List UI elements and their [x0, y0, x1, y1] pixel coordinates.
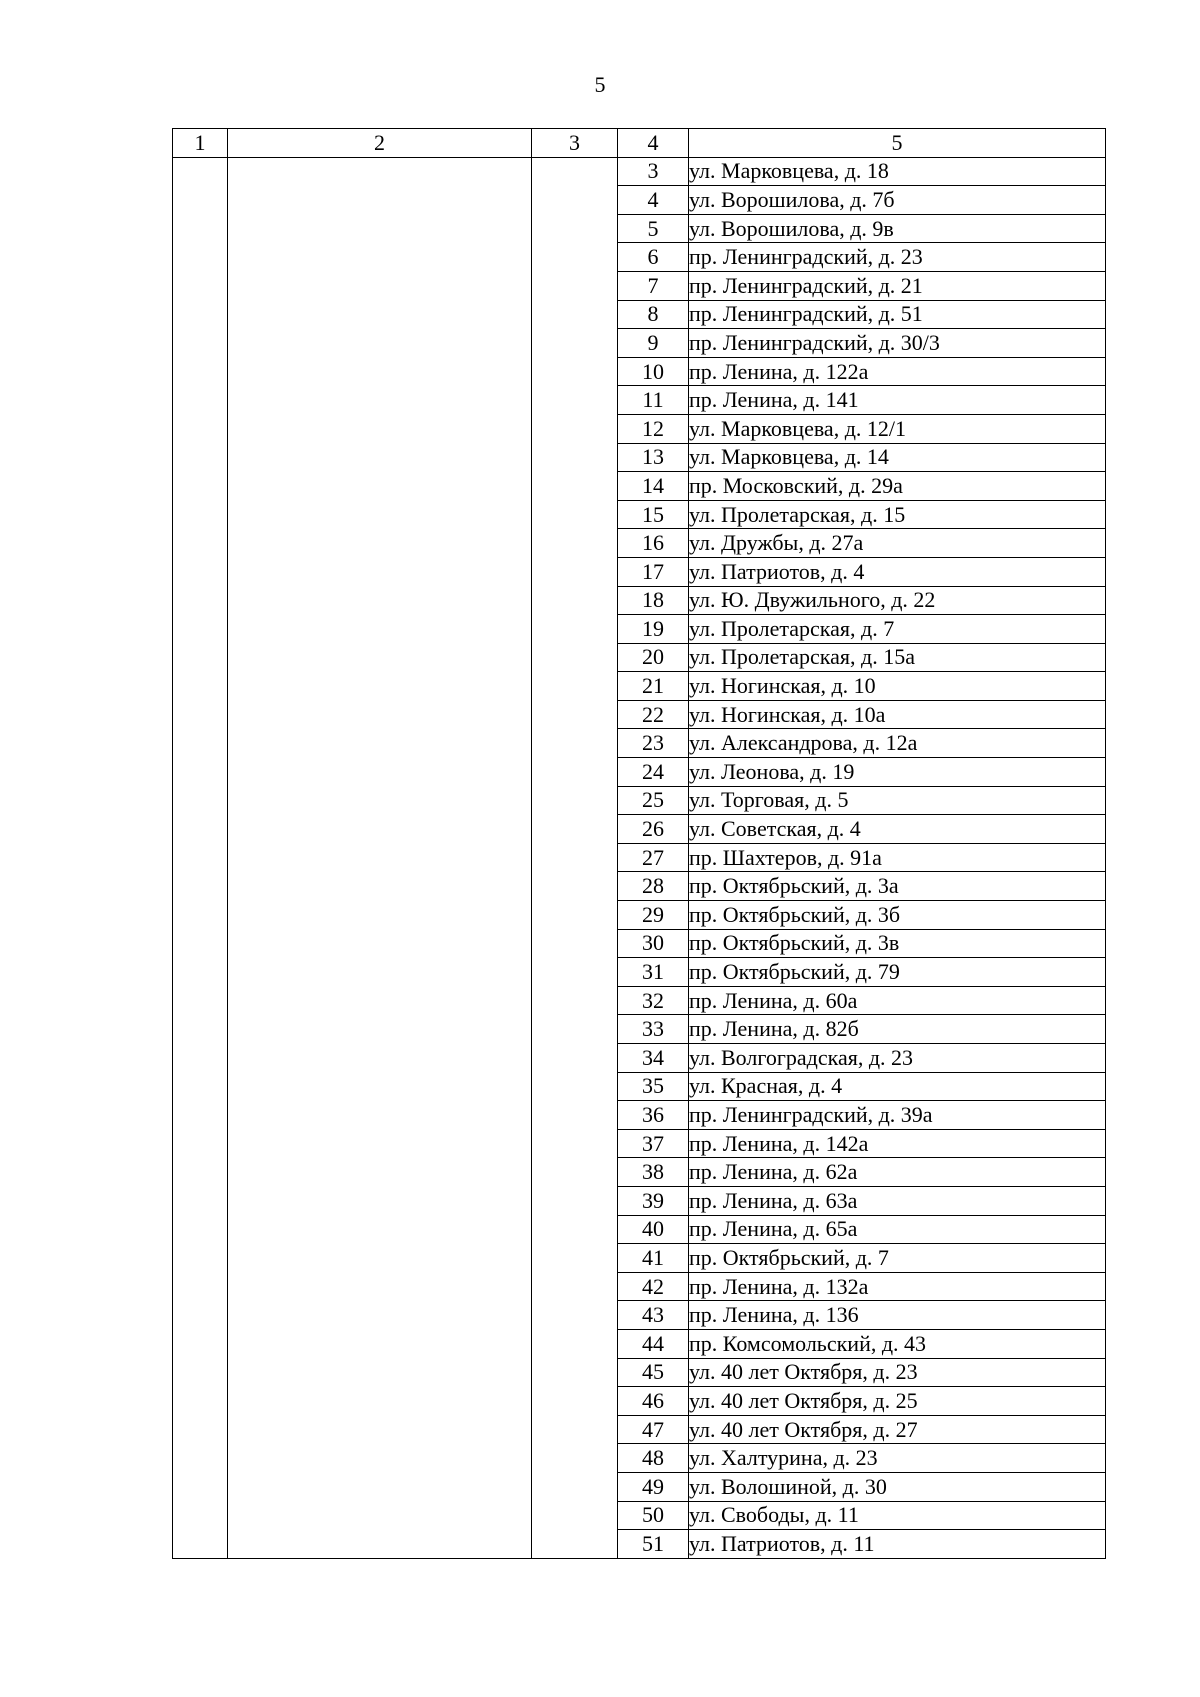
row-address: пр. Шахтеров, д. 91а [689, 843, 1106, 872]
row-address: ул. Пролетарская, д. 15а [689, 643, 1106, 672]
header-col-1: 1 [173, 129, 228, 158]
row-address: пр. Ленинградский, д. 23 [689, 243, 1106, 272]
row-number: 28 [618, 872, 689, 901]
row-address: ул. Торговая, д. 5 [689, 786, 1106, 815]
header-col-2: 2 [228, 129, 532, 158]
row-address: пр. Ленинградский, д. 30/3 [689, 329, 1106, 358]
row-address: пр. Октябрьский, д. 3б [689, 901, 1106, 930]
row-address: ул. Дружбы, д. 27а [689, 529, 1106, 558]
row-address: ул. Марковцева, д. 14 [689, 443, 1106, 472]
row-address: пр. Октябрьский, д. 7 [689, 1244, 1106, 1273]
row-address: пр. Ленинградский, д. 51 [689, 300, 1106, 329]
row-address: ул. 40 лет Октября, д. 27 [689, 1415, 1106, 1444]
row-address: пр. Ленина, д. 60а [689, 986, 1106, 1015]
row-number: 7 [618, 271, 689, 300]
row-number: 27 [618, 843, 689, 872]
row-number: 36 [618, 1101, 689, 1130]
header-col-5: 5 [689, 129, 1106, 158]
row-number: 15 [618, 500, 689, 529]
row-address: ул. Ю. Двужильного, д. 22 [689, 586, 1106, 615]
row-address: пр. Ленинградский, д. 21 [689, 271, 1106, 300]
row-number: 23 [618, 729, 689, 758]
table-body [173, 157, 1106, 1558]
page-number: 5 [594, 72, 606, 97]
row-address: ул. Марковцева, д. 18 [689, 157, 1106, 186]
row-address: ул. Ногинская, д. 10 [689, 672, 1106, 701]
header-col-4: 4 [618, 129, 689, 158]
row-number: 12 [618, 414, 689, 443]
row-number: 38 [618, 1158, 689, 1187]
row-address: пр. Ленина, д. 82б [689, 1015, 1106, 1044]
row-address: ул. Халтурина, д. 23 [689, 1444, 1106, 1473]
row-address: ул. Ногинская, д. 10а [689, 700, 1106, 729]
row-address: ул. Патриотов, д. 4 [689, 557, 1106, 586]
row-number: 50 [618, 1501, 689, 1530]
row-number: 13 [618, 443, 689, 472]
row-address: пр. Ленина, д. 122а [689, 357, 1106, 386]
row-address: пр. Комсомольский, д. 43 [689, 1329, 1106, 1358]
row-address: ул. Красная, д. 4 [689, 1072, 1106, 1101]
row-number: 39 [618, 1186, 689, 1215]
row-number: 14 [618, 472, 689, 501]
row-address: ул. 40 лет Октября, д. 23 [689, 1358, 1106, 1387]
row-number: 17 [618, 557, 689, 586]
row-number: 43 [618, 1301, 689, 1330]
row-number: 4 [618, 186, 689, 215]
row-number: 11 [618, 386, 689, 415]
row-address: пр. Октябрьский, д. 3а [689, 872, 1106, 901]
row-number: 35 [618, 1072, 689, 1101]
row-address: пр. Ленина, д. 141 [689, 386, 1106, 415]
row-address: пр. Октябрьский, д. 3в [689, 929, 1106, 958]
row-address: пр. Ленина, д. 65а [689, 1215, 1106, 1244]
row-number: 41 [618, 1244, 689, 1273]
row-number: 42 [618, 1272, 689, 1301]
row-number: 6 [618, 243, 689, 272]
row-number: 25 [618, 786, 689, 815]
row-number: 20 [618, 643, 689, 672]
row-number: 40 [618, 1215, 689, 1244]
row-number: 5 [618, 214, 689, 243]
row-number: 45 [618, 1358, 689, 1387]
row-number: 3 [618, 157, 689, 186]
row-address: пр. Ленинградский, д. 39а [689, 1101, 1106, 1130]
row-address: ул. Пролетарская, д. 15 [689, 500, 1106, 529]
row-number: 8 [618, 300, 689, 329]
row-number: 16 [618, 529, 689, 558]
row-address: ул. Советская, д. 4 [689, 815, 1106, 844]
row-number: 24 [618, 758, 689, 787]
row-address: ул. 40 лет Октября, д. 25 [689, 1387, 1106, 1416]
row-number: 47 [618, 1415, 689, 1444]
row-number: 33 [618, 1015, 689, 1044]
row-number: 44 [618, 1329, 689, 1358]
merged-col-1 [173, 157, 228, 1558]
row-address: ул. Пролетарская, д. 7 [689, 615, 1106, 644]
row-number: 51 [618, 1530, 689, 1559]
row-address: пр. Московский, д. 29а [689, 472, 1106, 501]
row-number: 49 [618, 1472, 689, 1501]
row-address: пр. Ленина, д. 63а [689, 1186, 1106, 1215]
row-address: ул. Марковцева, д. 12/1 [689, 414, 1106, 443]
row-address: пр. Ленина, д. 132а [689, 1272, 1106, 1301]
row-number: 18 [618, 586, 689, 615]
address-table [172, 128, 1106, 1559]
row-number: 9 [618, 329, 689, 358]
header-col-3: 3 [532, 129, 618, 158]
table-row [173, 157, 1106, 186]
row-address: пр. Ленина, д. 142а [689, 1129, 1106, 1158]
merged-col-3 [532, 157, 618, 1558]
row-address: ул. Ворошилова, д. 7б [689, 186, 1106, 215]
header-row [173, 129, 1106, 158]
row-number: 31 [618, 958, 689, 987]
row-number: 22 [618, 700, 689, 729]
row-number: 30 [618, 929, 689, 958]
row-number: 19 [618, 615, 689, 644]
row-address: ул. Александрова, д. 12а [689, 729, 1106, 758]
row-number: 34 [618, 1044, 689, 1073]
row-number: 32 [618, 986, 689, 1015]
row-number: 26 [618, 815, 689, 844]
row-number: 48 [618, 1444, 689, 1473]
row-number: 21 [618, 672, 689, 701]
row-address: пр. Ленина, д. 136 [689, 1301, 1106, 1330]
row-number: 29 [618, 901, 689, 930]
row-number: 10 [618, 357, 689, 386]
row-number: 37 [618, 1129, 689, 1158]
row-address: пр. Октябрьский, д. 79 [689, 958, 1106, 987]
row-address: пр. Ленина, д. 62а [689, 1158, 1106, 1187]
row-address: ул. Ворошилова, д. 9в [689, 214, 1106, 243]
row-address: ул. Патриотов, д. 11 [689, 1530, 1106, 1559]
row-address: ул. Волошиной, д. 30 [689, 1472, 1106, 1501]
row-number: 46 [618, 1387, 689, 1416]
merged-col-2 [228, 157, 532, 1558]
row-address: ул. Свободы, д. 11 [689, 1501, 1106, 1530]
row-address: ул. Волгоградская, д. 23 [689, 1044, 1106, 1073]
row-address: ул. Леонова, д. 19 [689, 758, 1106, 787]
